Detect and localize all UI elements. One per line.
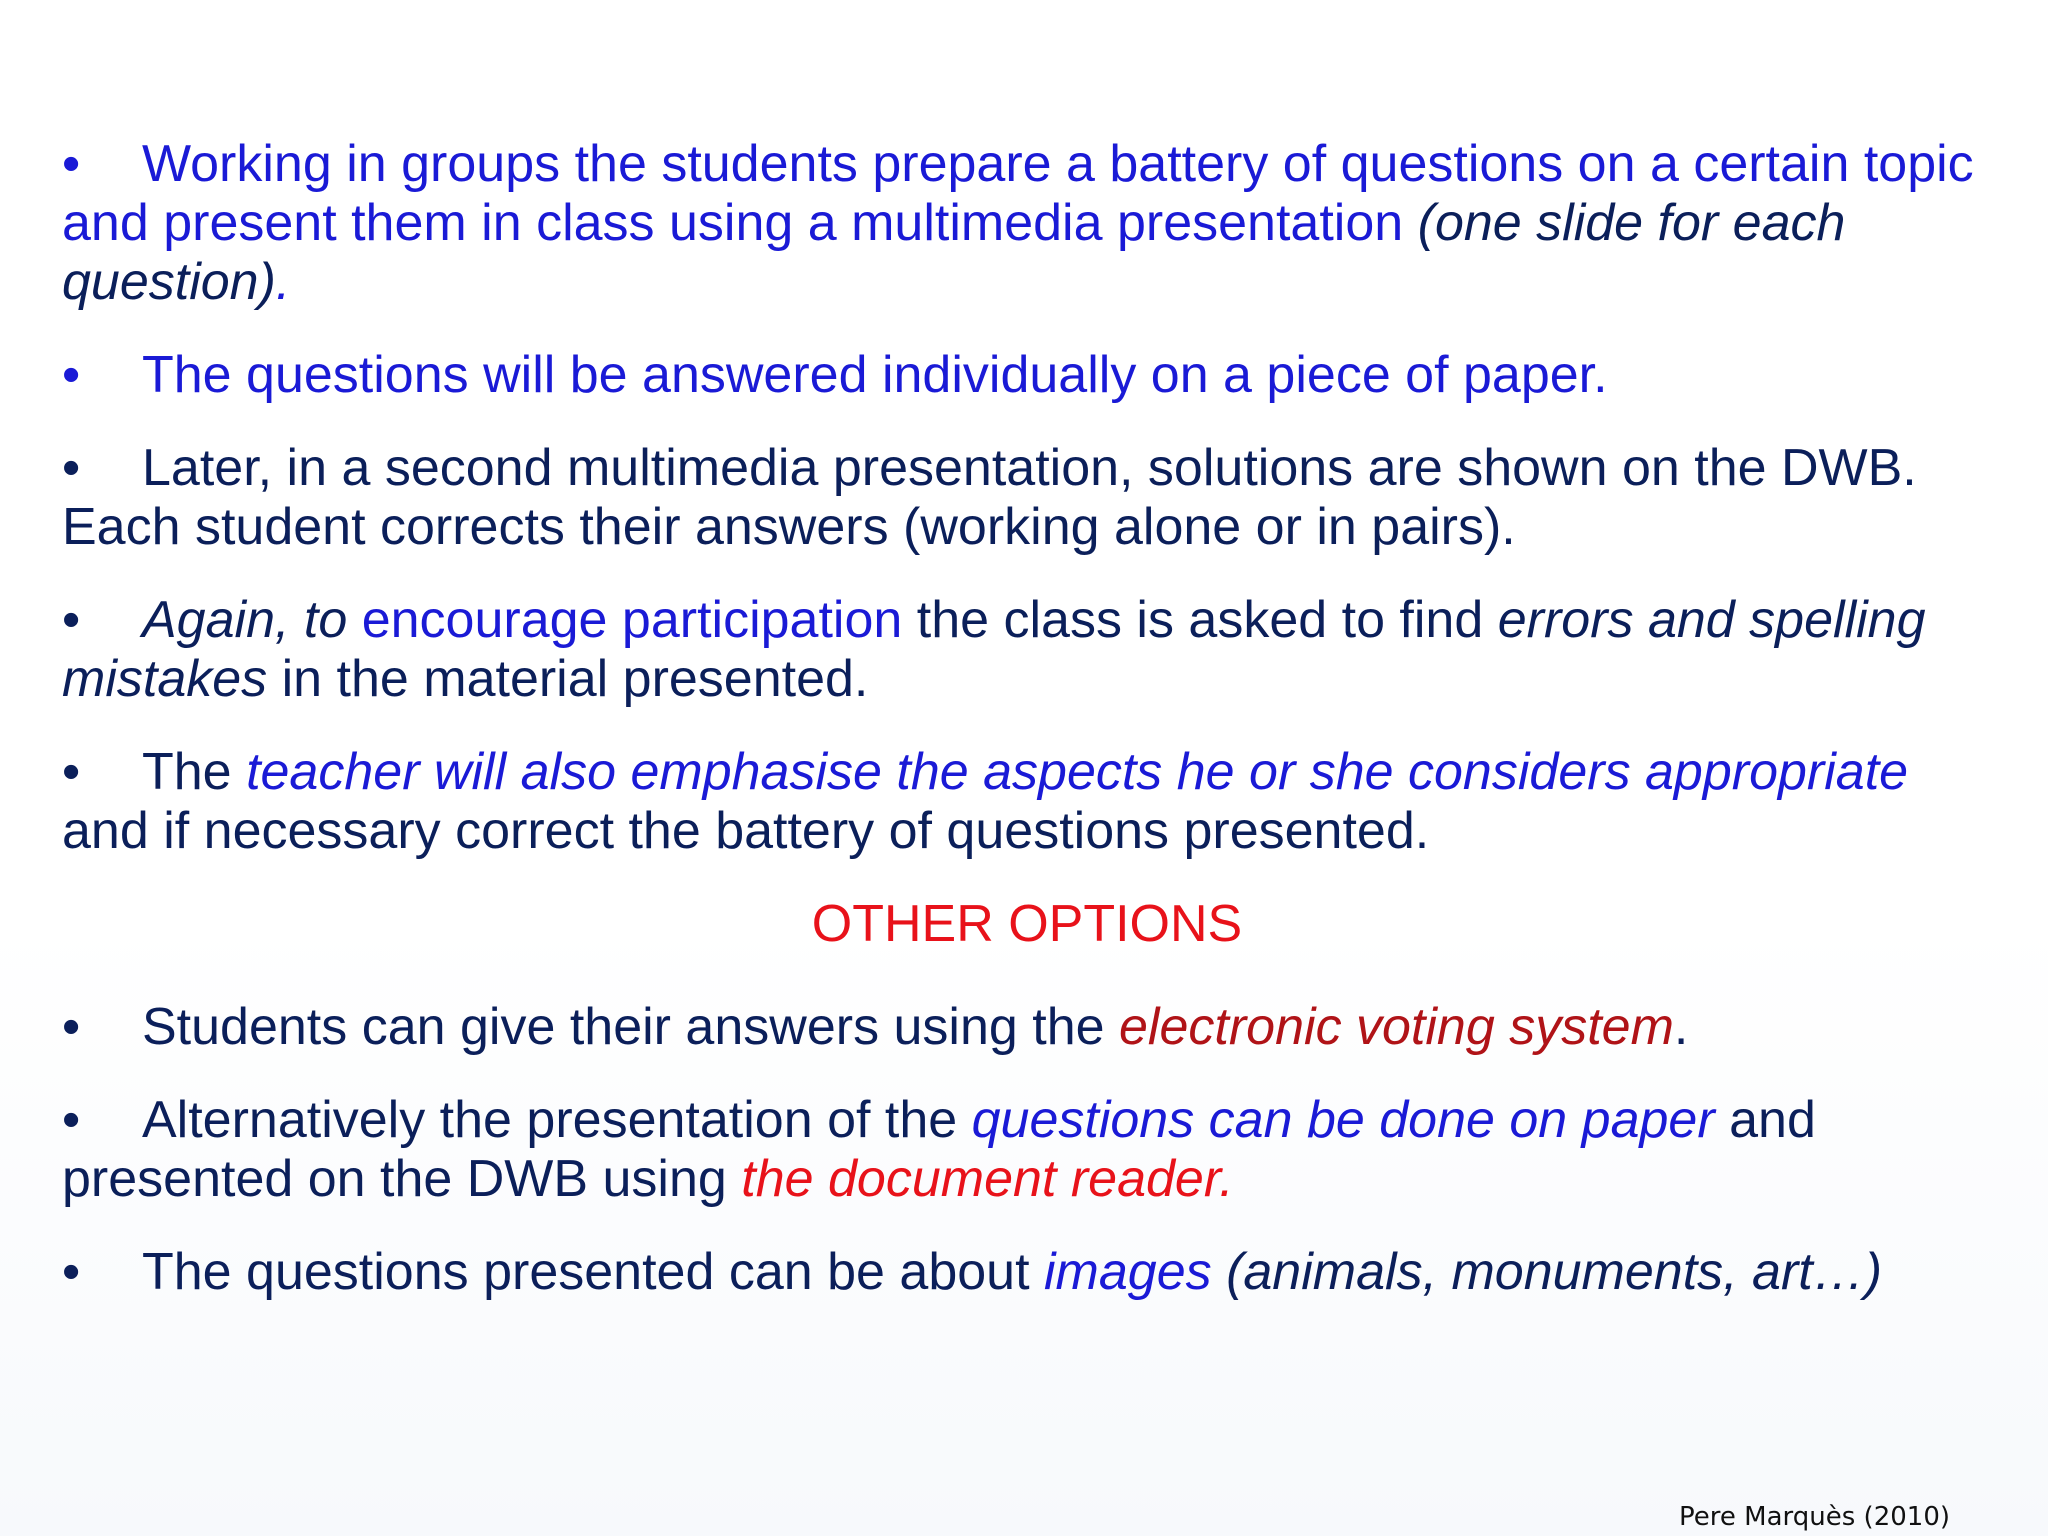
bullet-1 (62, 135, 1992, 312)
bullet-4-part-2: encourage participation (347, 591, 903, 649)
bullet-5-part-3: and if necessary correct the battery of questions presented. (62, 802, 1430, 860)
bullet-4-part-5: in the material presented. (267, 650, 869, 708)
bullet-dot: • (62, 135, 81, 193)
other-options-heading: OTHER OPTIONS (811, 895, 1243, 953)
option-3-part-2: images (1043, 1243, 1212, 1301)
bullet-dot: • (62, 1091, 81, 1149)
bullet-4-part-3: the class is asked to find (902, 591, 1498, 649)
bullet-dot: • (62, 439, 81, 497)
bullet-4-part-4: errors and spelling mistakes (62, 591, 1926, 708)
bullet-1-part-3: . (275, 253, 291, 311)
slide-content (62, 135, 1992, 1336)
footer-credit: Pere Marquès (2010) (1679, 1502, 1950, 1532)
option-2-part-2: questions can be done on paper (971, 1091, 1715, 1149)
option-1-part-3: . (1673, 998, 1689, 1056)
option-1-part-2: electronic voting system (1119, 998, 1674, 1056)
bullet-4-part-1: Again, to (142, 591, 348, 649)
bullet-5-part-1: The (142, 743, 247, 801)
bullet-dot: • (62, 346, 81, 404)
bullet-2-part-1: The questions will be answered individually on a piece of paper. (142, 346, 1608, 404)
option-2-part-4: the document reader. (741, 1150, 1234, 1208)
option-2-part-3: and presented on the DWB using (62, 1091, 1816, 1208)
bullet-5-part-2: teacher will also emphasise the aspects he or she considers appropriate (246, 743, 1909, 801)
option-2-part-1: Alternatively the presentation of the (142, 1091, 972, 1149)
bullet-5 (62, 743, 1992, 861)
bullet-3-part-1: Later, in a second multimedia presentation, solutions are shown on the DWB. Each student corrects their answers (working alone or in pairs). (62, 439, 1917, 556)
bullet-1-part-1: Working in groups the students prepare a battery of questions on a certain topic and present them in class using a multimedia presentation (62, 135, 1974, 252)
bullet-dot: • (62, 591, 81, 649)
option-3-part-3: (animals, monuments, art…) (1211, 1243, 1883, 1301)
option-2 (62, 1091, 1992, 1209)
bullet-dot: • (62, 743, 81, 801)
option-3 (62, 1243, 1992, 1302)
bullet-dot: • (62, 998, 81, 1056)
option-1 (62, 998, 1992, 1057)
option-3-part-1: The questions presented can be about (142, 1243, 1044, 1301)
bullet-dot: • (62, 1243, 81, 1301)
bullet-4 (62, 591, 1992, 709)
bullet-3 (62, 439, 1992, 557)
bullet-1-part-2: (one slide for each question) (62, 194, 1846, 311)
bullet-2 (62, 346, 1992, 405)
option-1-part-1: Students can give their answers using the (142, 998, 1120, 1056)
